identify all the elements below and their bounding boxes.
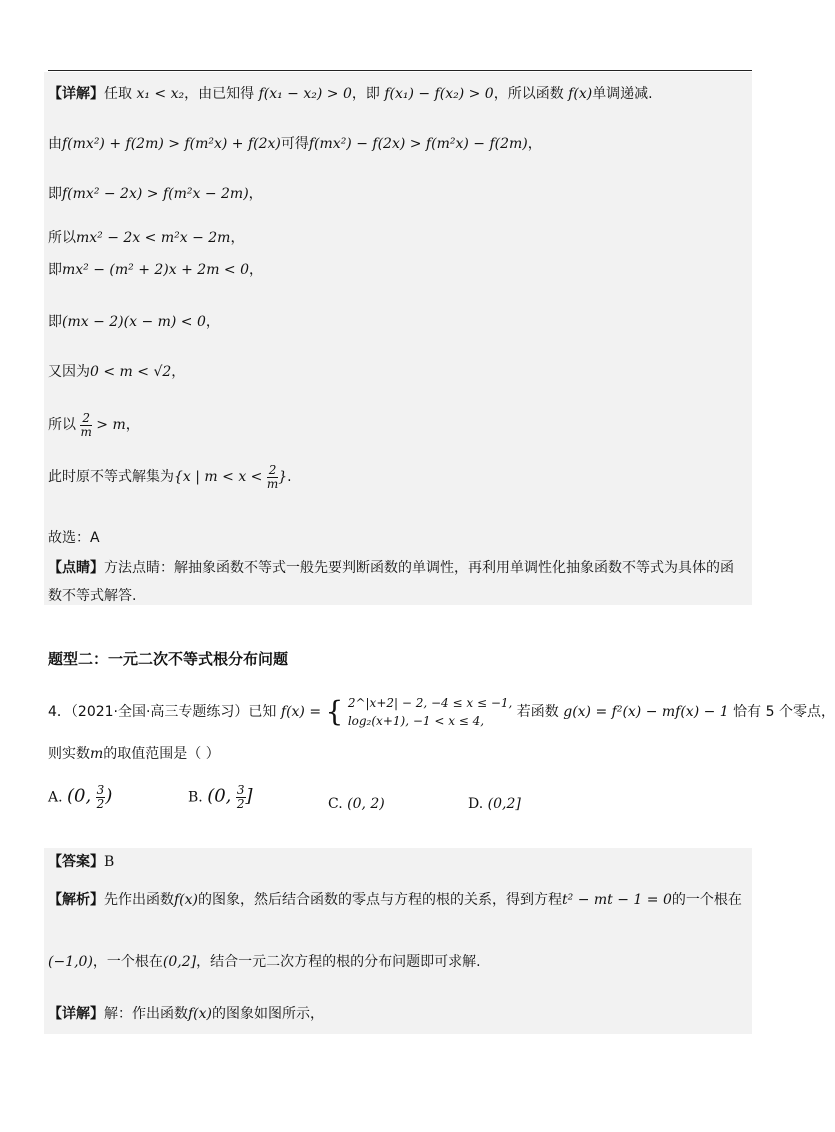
text: 恰有 5 个零点， (733, 704, 835, 720)
math: (mx − 2)(x − m) < 0 (62, 314, 206, 330)
text: 若函数 (516, 704, 559, 720)
math: f(x) (174, 892, 199, 908)
text: ，由已知得 (184, 86, 255, 102)
text: 所以 (48, 417, 76, 433)
option-label: A. (48, 789, 63, 806)
option-label: B. (188, 789, 203, 806)
case-2: log₂(x+1), −1 < x ≤ 4, (347, 714, 485, 728)
case-1: 2^|x+2| − 2, −4 ≤ x ≤ −1, (347, 696, 513, 710)
detail-line-9 (48, 462, 292, 492)
math: f(x) (568, 86, 593, 102)
text: . (287, 469, 292, 485)
fraction-denominator: 2 (96, 797, 105, 811)
answer-value: B (104, 854, 115, 870)
math: ) (105, 785, 113, 807)
math: g(x) = f²(x) − mf(x) − 1 (563, 704, 729, 720)
math: f(x) (188, 1006, 213, 1022)
text: 即 (48, 314, 62, 330)
math: f(mx²) − f(2x) > f(m²x) − f(2m) (308, 136, 528, 152)
question-source: 4．（2021·全国·高三专题练习）已知 (48, 704, 277, 720)
math: > m (96, 417, 126, 433)
option-b[interactable] (188, 784, 253, 811)
math: m (90, 746, 104, 762)
text: 则实数 (48, 746, 90, 762)
section-heading: 题型二：一元二次不等式根分布问题 (48, 650, 289, 668)
text: 任取 (104, 86, 132, 102)
math: (0,2] (162, 954, 197, 970)
text: 所以 (48, 230, 76, 246)
math: 0 < m < √2 (90, 364, 172, 380)
math: (0, (207, 785, 232, 807)
text: 即 (48, 262, 62, 278)
option-label: D. (468, 796, 484, 812)
option-d[interactable] (468, 796, 521, 812)
fraction (236, 784, 246, 811)
math: ] (245, 785, 253, 807)
text: 单调递减. (592, 86, 653, 102)
math: f(x₁ − x₂) > 0 (258, 86, 352, 102)
math: (0, 2) (347, 796, 385, 812)
text: 的一个根在 (671, 892, 742, 908)
answer-tag: 【答案】 (48, 854, 104, 870)
text: ，所以函数 (493, 86, 564, 102)
math: (0,2] (487, 796, 521, 812)
fraction-numerator: 2 (268, 462, 277, 477)
option-c[interactable] (328, 796, 385, 812)
math: x₁ < x₂ (136, 86, 185, 102)
text: ， (230, 230, 245, 246)
option-a[interactable] (48, 784, 112, 811)
math: f(x₁) − f(x₂) > 0 (384, 86, 494, 102)
text: ， (171, 364, 186, 380)
fraction (267, 464, 278, 491)
detail-tag: 【详解】 (48, 1006, 104, 1022)
analysis-tag: 【解析】 (48, 892, 104, 908)
text: 又因为 (48, 364, 90, 380)
text: ， (248, 186, 263, 202)
text: ， (205, 314, 220, 330)
text: ， (249, 262, 264, 278)
text: ， (125, 417, 140, 433)
fraction-numerator: 3 (96, 783, 105, 797)
detail-line-5 (48, 260, 263, 280)
text: 的图象如图所示， (212, 1006, 325, 1022)
fraction-denominator: m (80, 424, 92, 439)
detail-line-2 (48, 134, 542, 154)
text: 即 (48, 186, 62, 202)
analysis-line-1 (48, 890, 742, 910)
text: 解：作出函数 (104, 1006, 188, 1022)
text: 由 (48, 136, 62, 152)
text: ，结合一元二次方程的根的分布问题即可求解. (196, 954, 481, 970)
fraction-numerator: 3 (236, 783, 245, 797)
text: ， (527, 136, 542, 152)
answer-line (48, 852, 114, 872)
math: } (278, 469, 288, 485)
math: mx² − 2x < m²x − 2m (76, 230, 231, 246)
math: (0, (67, 785, 92, 807)
text: 可得 (280, 136, 309, 152)
fraction (80, 412, 91, 439)
detail-line-final (48, 1004, 324, 1024)
detail-line-7 (48, 362, 185, 382)
comment-tag: 【点睛】 (48, 560, 104, 576)
fraction-numerator: 2 (82, 410, 90, 425)
comment-line-2: 数不等式解答. (48, 588, 137, 604)
question-4-line-2 (48, 744, 220, 764)
fraction-denominator: 2 (236, 797, 245, 811)
answer-choice: 故选：A (48, 530, 100, 546)
analysis-line-2 (48, 952, 481, 972)
detail-line-8 (48, 410, 140, 440)
detail-line-3 (48, 184, 263, 204)
text: 方法点睛：解抽象函数不等式一般先要判断函数的单调性，再利用单调性化抽象函数不等式为具体的函 (104, 560, 734, 576)
piecewise-cases (348, 694, 513, 730)
text: 此时原不等式解集为 (48, 469, 174, 485)
math: f(mx² − 2x) > f(m²x − 2m) (62, 186, 249, 202)
detail-line-4 (48, 228, 244, 248)
brace: { (325, 695, 344, 728)
fraction-denominator: m (266, 476, 279, 491)
text: ，即 (351, 86, 380, 102)
comment-line-1 (48, 558, 734, 578)
text: 先作出函数 (104, 892, 174, 908)
math: (−1,0) (48, 954, 93, 970)
math: f(mx²) + f(2m) > f(m²x) + f(2x) (62, 136, 281, 152)
detail-line-6 (48, 312, 220, 332)
detail-tag: 【详解】 (48, 86, 104, 102)
math: t² − mt − 1 = 0 (562, 892, 672, 908)
detail-line-1 (48, 84, 653, 104)
math: f(x) = (280, 704, 322, 720)
text: ，一个根在 (92, 954, 163, 970)
question-4-line-1 (48, 694, 835, 730)
math: {x | m < x < (174, 469, 263, 485)
option-label: C. (328, 796, 343, 812)
top-rule (48, 70, 752, 71)
text: 的图象，然后结合函数的零点与方程的根的关系，得到方程 (198, 892, 563, 908)
text: 的取值范围是（ ） (103, 746, 220, 762)
math: mx² − (m² + 2)x + 2m < 0 (62, 262, 250, 278)
fraction (96, 784, 106, 811)
